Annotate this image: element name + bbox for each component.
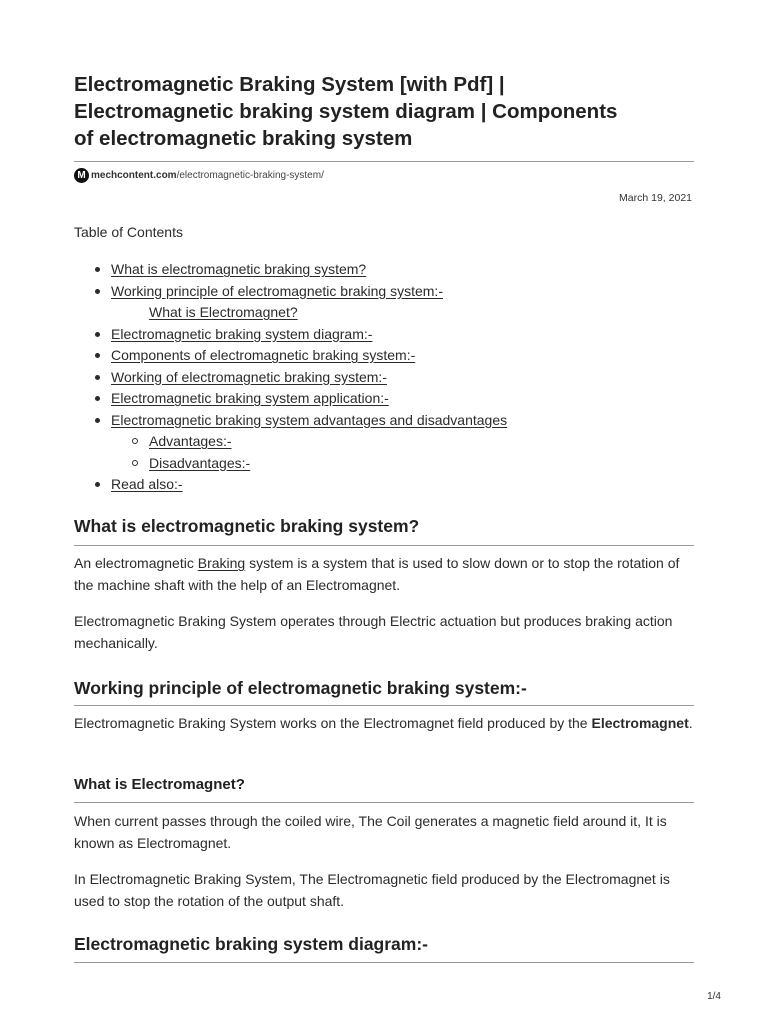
section-divider — [74, 545, 694, 546]
braking-link[interactable]: Braking — [197, 555, 246, 571]
section-heading-what-is: What is electromagnetic braking system? — [74, 516, 420, 536]
title-line-2: Electromagnetic braking system diagram | Components — [74, 100, 618, 123]
toc-item — [74, 345, 507, 367]
toc-item — [74, 367, 507, 389]
toc-link-working-principle[interactable]: Working principle of electromagnetic braking system:- — [111, 282, 443, 299]
text-segment: system is a system that is used to slow down or to stop the rotation of the machine shaft with the help of an Electromagnet. — [74, 555, 680, 593]
source-link[interactable] — [74, 166, 324, 184]
page-number: 1/4 — [707, 991, 721, 1002]
toc-item — [74, 281, 507, 303]
toc-link-adv-disadv[interactable]: Electromagnetic braking system advantages and disadvantages — [111, 411, 508, 428]
toc-heading: Table of Contents — [74, 224, 183, 240]
toc-item — [74, 410, 507, 432]
toc-item — [74, 388, 507, 410]
site-logo-icon: M — [74, 168, 89, 183]
paragraph-principle — [74, 713, 694, 735]
section-divider — [74, 705, 694, 706]
section-divider — [74, 802, 694, 803]
section-heading-diagram: Electromagnetic braking system diagram:- — [74, 934, 428, 954]
toc-subitem — [74, 431, 507, 453]
toc-link-read-also[interactable]: Read also:- — [111, 476, 183, 492]
paragraph-electromagnet: When current passes through the coiled wire, The Coil generates a magnetic field around it, It is known as Electromagnet. — [74, 813, 667, 851]
toc-item — [74, 474, 507, 496]
toc-link-working[interactable]: Working of electromagnetic braking system:- — [111, 368, 387, 385]
paragraph-operation: Electromagnetic Braking System operates through Electric actuation but produces braking action mechanically. — [74, 613, 673, 651]
paragraph-field-usage: In Electromagnetic Braking System, The Electromagnetic field produced by the Electromagnet is used to stop the rotation of the output shaft. — [74, 871, 670, 909]
title-divider — [74, 161, 694, 162]
toc-link-what-is-electromagnet[interactable]: What is Electromagnet? — [149, 304, 298, 320]
subsection-heading-electromagnet: What is Electromagnet? — [74, 776, 245, 793]
table-of-contents — [74, 259, 507, 496]
source-path: /electromagnetic-braking-system/ — [176, 169, 324, 181]
text-segment: An electromagnetic — [74, 555, 198, 571]
toc-subitem — [74, 453, 507, 475]
title-line-1: Electromagnetic Braking System [with Pdf] | — [74, 73, 505, 96]
toc-item — [74, 259, 507, 281]
paragraph-definition — [74, 553, 694, 596]
bold-term: Electromagnet — [591, 715, 689, 731]
section-divider — [74, 962, 694, 963]
toc-link-disadvantages[interactable]: Disadvantages:- — [149, 454, 251, 471]
publish-date: March 19, 2021 — [619, 192, 692, 204]
toc-link-application[interactable]: Electromagnetic braking system application:- — [111, 390, 389, 406]
article-title — [74, 71, 694, 152]
toc-link-diagram[interactable]: Electromagnetic braking system diagram:- — [111, 325, 373, 342]
text-segment: . — [688, 715, 693, 731]
toc-subitem — [74, 302, 507, 324]
source-domain: mechcontent.com — [91, 169, 177, 181]
toc-link-components[interactable]: Components of electromagnetic braking system:- — [111, 347, 416, 363]
toc-link-what-is[interactable]: What is electromagnetic braking system? — [111, 261, 367, 277]
section-heading-working-principle: Working principle of electromagnetic braking system:- — [74, 678, 527, 698]
text-segment: Electromagnetic Braking System works on the Electromagnet field produced by the — [74, 715, 592, 731]
toc-link-advantages[interactable]: Advantages:- — [149, 433, 232, 449]
toc-item — [74, 324, 507, 346]
title-line-3: of electromagnetic braking system — [74, 127, 413, 150]
